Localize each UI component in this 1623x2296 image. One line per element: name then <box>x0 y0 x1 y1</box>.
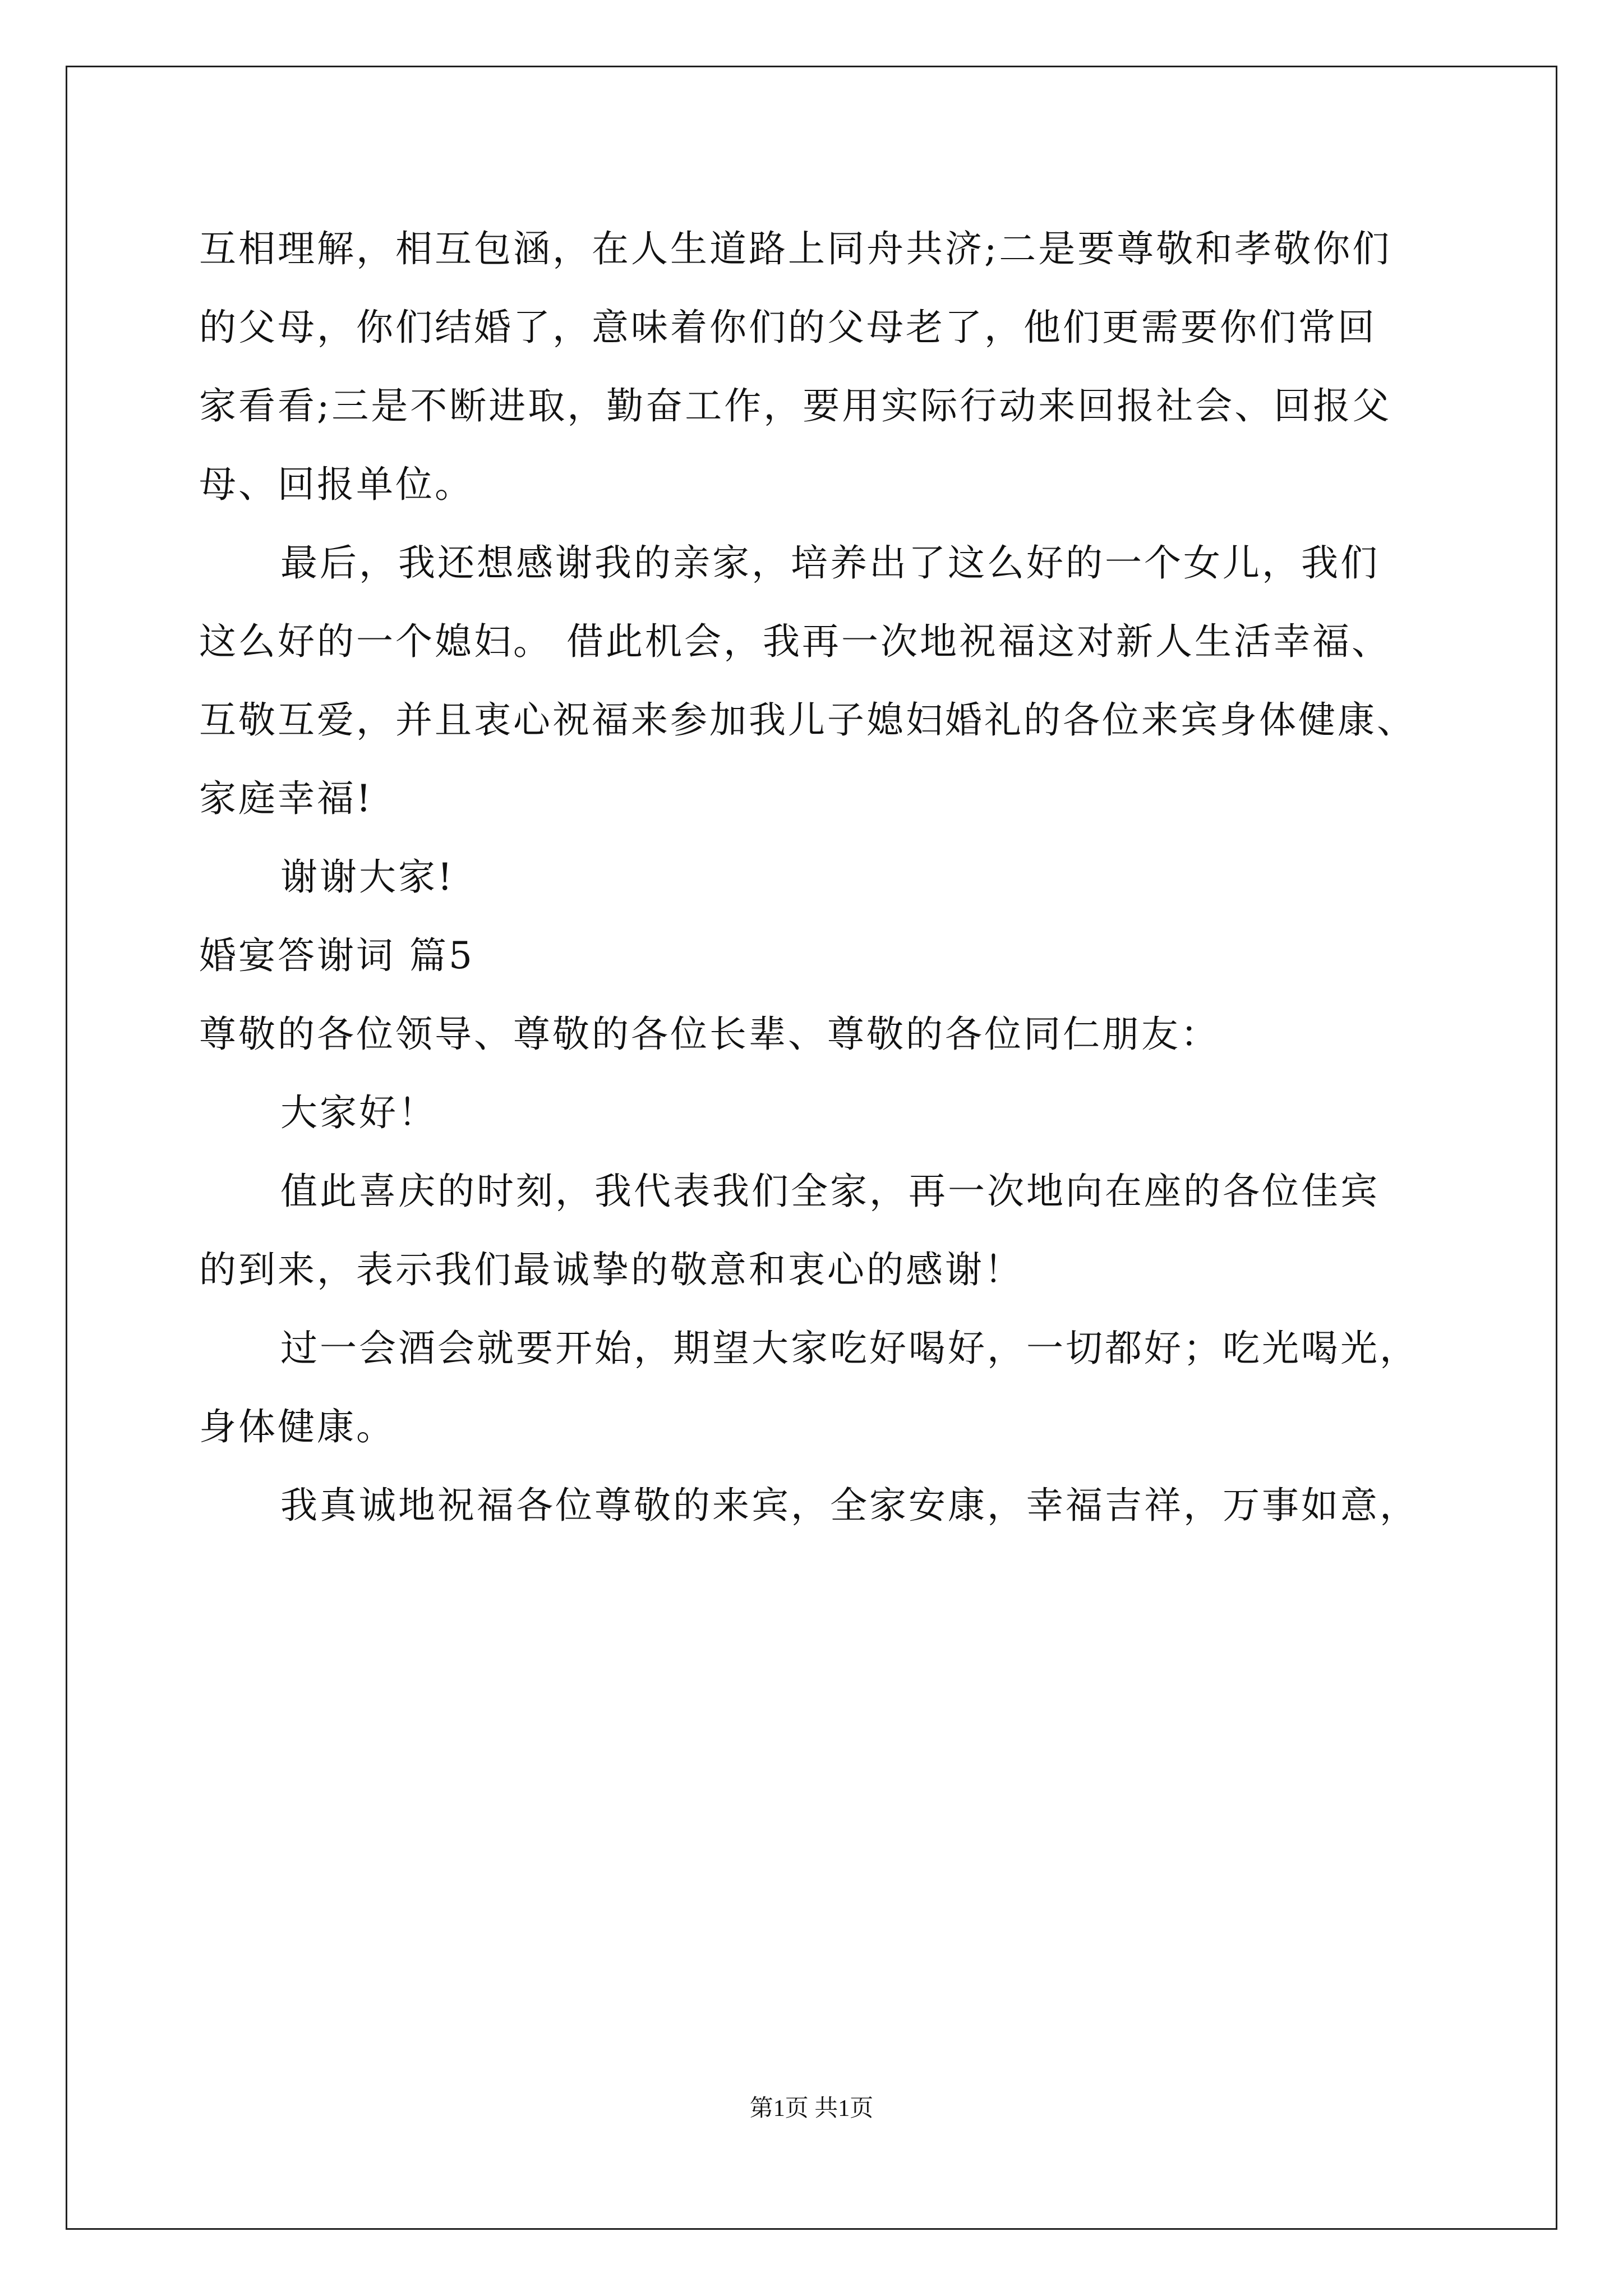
paragraph-line: 互敬互爱，并且衷心祝福来参加我儿子媳妇婚礼的各位来宾身体健康、 <box>199 698 1416 742</box>
paragraph-line: 的父母，你们结婚了，意味着你们的父母老了，他们更需要你们常回 <box>199 306 1377 349</box>
paragraph-line: 家看看;三是不断进取，勤奋工作，要用实际行动来回报社会、回报父 <box>199 384 1392 427</box>
paragraph-line: 身体健康。 <box>199 1405 395 1448</box>
page-footer: 第1页 共1页 <box>749 2096 874 2122</box>
paragraph-line: 最后，我还想感谢我的亲家，培养出了这么好的一个女儿，我们 <box>280 541 1380 585</box>
paragraph-line: 这么好的一个媳妇。 借此机会，我再一次地祝福这对新人生活幸福、 <box>199 620 1391 663</box>
paragraph-line: 值此喜庆的时刻，我代表我们全家，再一次地向在座的各位佳宾 <box>280 1170 1380 1213</box>
paragraph-line: 母、回报单位。 <box>199 463 474 506</box>
paragraph-line: 家庭幸福! <box>199 777 374 820</box>
paragraph-line: 的到来，表示我们最诚挚的敬意和衷心的感谢！ <box>199 1248 1023 1291</box>
paragraph-line: 我真诚地祝福各位尊敬的来宾，全家安康，幸福吉祥，万事如意， <box>280 1484 1419 1527</box>
paragraph-line: 谢谢大家! <box>280 855 455 899</box>
salutation-line: 尊敬的各位领导、尊敬的各位长辈、尊敬的各位同仁朋友： <box>199 1013 1220 1056</box>
paragraph-line: 互相理解，相互包涵，在人生道路上同舟共济;二是要尊敬和孝敬你们 <box>199 227 1392 270</box>
section-heading: 婚宴答谢词 篇5 <box>199 934 474 977</box>
paragraph-line: 大家好！ <box>280 1091 437 1134</box>
paragraph-line: 过一会酒会就要开始，期望大家吃好喝好，一切都好；吃光喝光， <box>280 1327 1419 1370</box>
